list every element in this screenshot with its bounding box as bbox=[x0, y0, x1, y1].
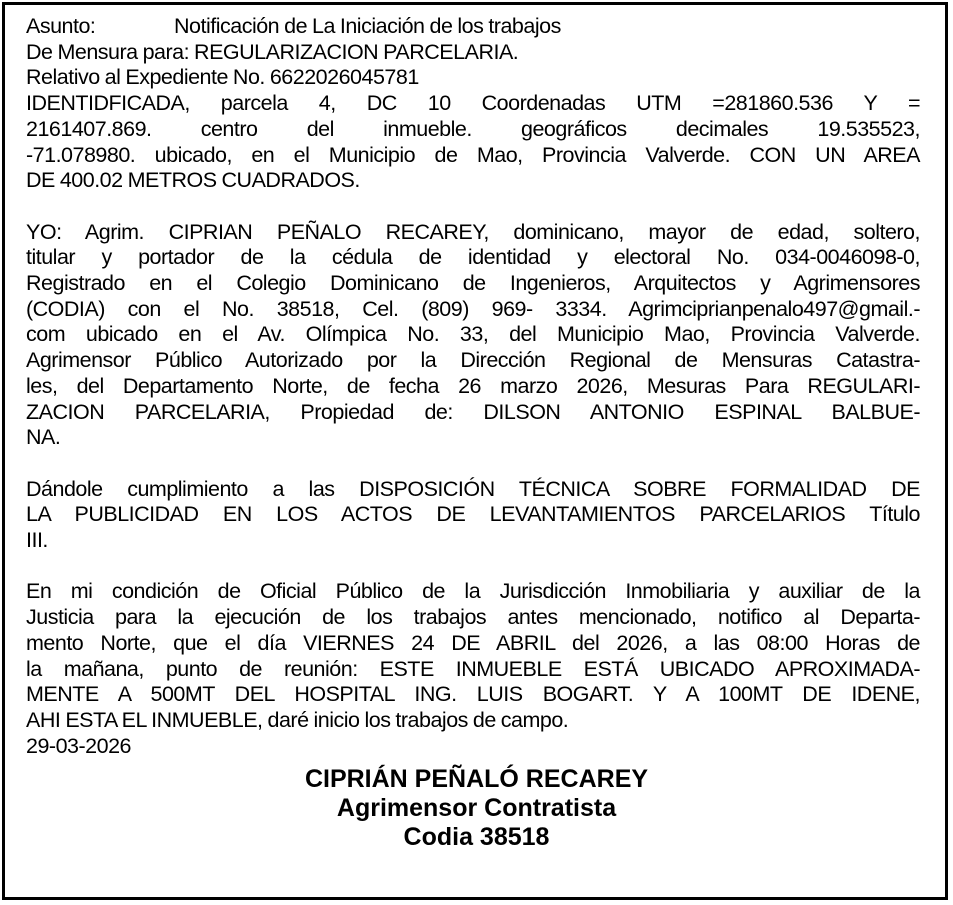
signature-title: Agrimensor Contratista bbox=[336, 794, 617, 822]
p2-line: les, del Departamento Norte, de fecha 26 marzo 2026, Mesuras Para REGULARI- bbox=[26, 373, 920, 398]
p2-line: Registrado en el Colegio Dominicano de Ingenieros, Arquitectos y Agrimensores bbox=[26, 271, 920, 296]
p4-line: Justicia para la ejecución de los trabajos antes mencionado, notifico al Departa- bbox=[26, 605, 920, 630]
p4-line: la mañana, punto de reunión: ESTE INMUEBLE ESTÁ UBICADO APROXIMADA- bbox=[26, 656, 920, 681]
p2-line: titular y portador de la cédula de identidad y electoral No. 034-0046098-0, bbox=[26, 245, 920, 270]
asunto-line bbox=[26, 14, 920, 40]
p2-line: ZACION PARCELARIA, Propiedad de: DILSON ANTONIO ESPINAL BALBUE- bbox=[26, 399, 920, 424]
p1-line: De Mensura para: REGULARIZACION PARCELARIA. bbox=[26, 39, 519, 64]
p2-line: Agrimensor Público Autorizado por la Dirección Regional de Mensuras Catastra- bbox=[26, 348, 920, 373]
asunto-label: Asunto: bbox=[26, 14, 96, 38]
p1-line: -71.078980. ubicado, en el Municipio de Mao, Provincia Valverde. CON UN AREA bbox=[26, 142, 920, 167]
p4-line: mento Norte, que el día VIERNES 24 DE ABRIL del 2026, a las 08:00 Horas de bbox=[26, 630, 920, 655]
p4-line: MENTE A 500MT DEL HOSPITAL ING. LUIS BOGART. Y A 100MT DE IDENE, bbox=[26, 682, 920, 707]
signature-name: CIPRIÁN PEÑALÓ RECAREY bbox=[304, 765, 649, 793]
p1-line: Relativo al Expediente No. 6622026045781 bbox=[26, 65, 419, 90]
p3-line: III. bbox=[26, 528, 48, 553]
p4-line: En mi condición de Oficial Público de la Jurisdicción Inmobiliaria y auxiliar de la bbox=[26, 579, 920, 604]
p3-line: LA PUBLICIDAD EN LOS ACTOS DE LEVANTAMIENTOS PARCELARIOS Título bbox=[26, 502, 920, 527]
signature-codia: Codia 38518 bbox=[403, 823, 550, 851]
asunto-text: Notificación de La Iniciación de los trabajos bbox=[174, 14, 561, 38]
p2-line: YO: Agrim. CIPRIAN PEÑALO RECAREY, dominicano, mayor de edad, soltero, bbox=[26, 219, 920, 244]
p4-line: AHI ESTA EL INMUEBLE, daré inicio los trabajos de campo. bbox=[26, 707, 569, 732]
p1-line: IDENTIDFICADA, parcela 4, DC 10 Coordenadas UTM =281860.536 Y = bbox=[26, 91, 920, 116]
notice-body bbox=[26, 14, 920, 759]
p1-line: 2161407.869. centro del inmueble. geográficos decimales 19.535523, bbox=[26, 116, 920, 141]
p3-line: Dándole cumplimiento a las DISPOSICIÓN TÉCNICA SOBRE FORMALIDAD DE bbox=[26, 476, 920, 501]
notice-date: 29-03-2026 bbox=[26, 733, 131, 758]
p1-line: DE 400.02 METROS CUADRADOS. bbox=[26, 168, 360, 193]
p2-line: NA. bbox=[26, 425, 61, 450]
p2-line: com ubicado en el Av. Olímpica No. 33, del Municipio Mao, Provincia Valverde. bbox=[26, 322, 920, 347]
p2-line: (CODIA) con el No. 38518, Cel. (809) 969- 3334. Agrimciprianpenalo497@gmail.- bbox=[26, 296, 920, 321]
